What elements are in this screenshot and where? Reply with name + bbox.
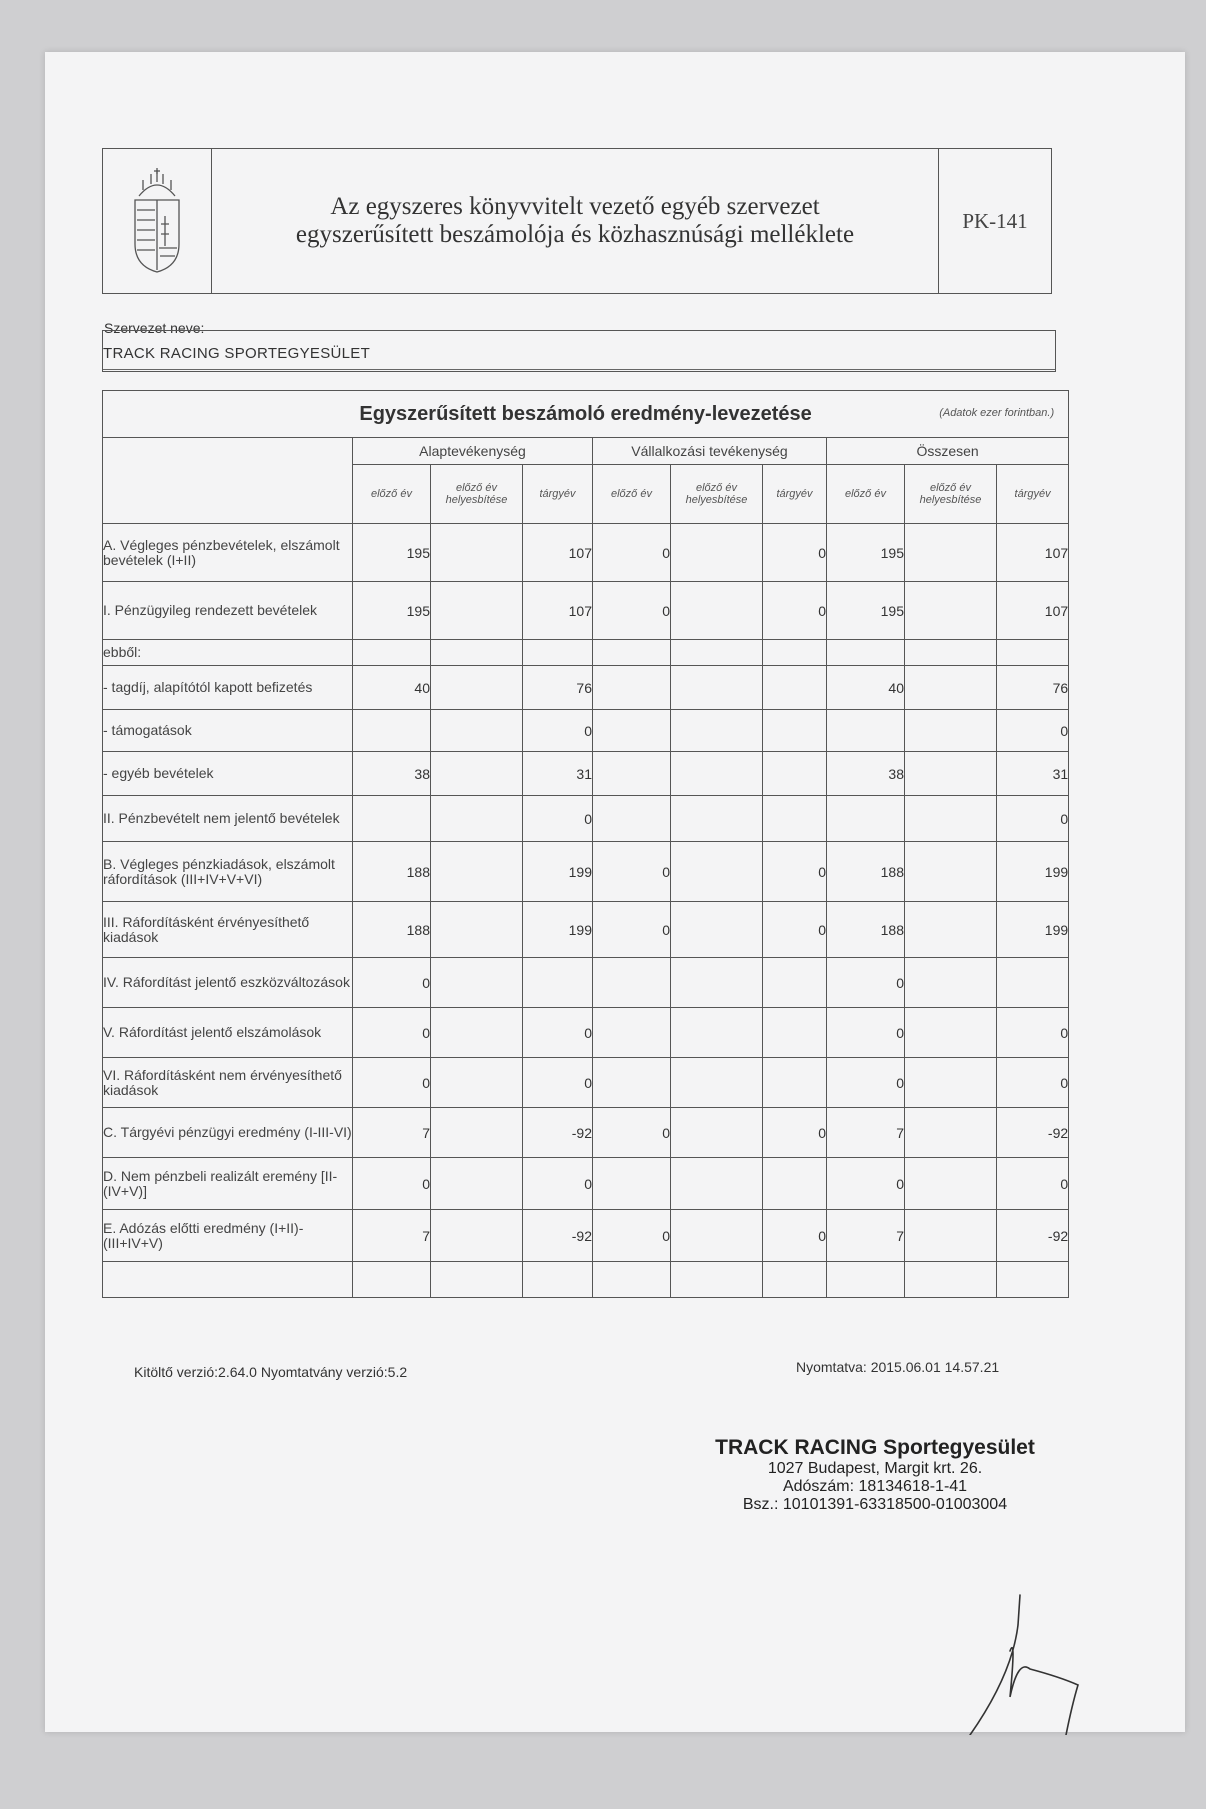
value-cell: 107 <box>997 582 1069 640</box>
value-cell: 0 <box>353 1008 431 1058</box>
form-title <box>212 149 938 293</box>
table-row <box>103 1008 1069 1058</box>
value-cell <box>671 1262 763 1298</box>
value-cell: 0 <box>353 958 431 1008</box>
value-cell <box>997 958 1069 1008</box>
value-cell <box>431 666 523 710</box>
value-cell <box>353 796 431 842</box>
table-row <box>103 1158 1069 1210</box>
value-cell <box>763 796 827 842</box>
value-cell: 188 <box>827 842 905 902</box>
value-cell <box>905 842 997 902</box>
value-cell: 0 <box>593 902 671 958</box>
value-cell: 40 <box>827 666 905 710</box>
value-cell <box>431 842 523 902</box>
column-subheader: tárgyév <box>763 465 827 524</box>
column-subheader: előző év <box>827 465 905 524</box>
value-cell: 188 <box>353 902 431 958</box>
value-cell: 107 <box>523 524 593 582</box>
column-subheader: előző év <box>353 465 431 524</box>
value-cell: 0 <box>353 1158 431 1210</box>
value-cell <box>353 1262 431 1298</box>
row-label: V. Ráfordítást jelentő elszámolások <box>103 1008 353 1058</box>
form-title-line1: Az egyszeres könyvvitelt vezető egyéb szervezet <box>330 193 820 220</box>
row-label <box>103 1262 353 1298</box>
value-cell <box>431 796 523 842</box>
value-cell: 0 <box>827 958 905 1008</box>
value-cell: 107 <box>997 524 1069 582</box>
unit-note: (Adatok ezer forintban.) <box>939 407 1055 419</box>
value-cell <box>523 1262 593 1298</box>
value-cell: 195 <box>353 524 431 582</box>
value-cell <box>593 710 671 752</box>
value-cell: 0 <box>353 1058 431 1108</box>
row-label: C. Tárgyévi pénzügyi eredmény (I-III-VI) <box>103 1108 353 1158</box>
value-cell <box>905 582 997 640</box>
value-cell <box>905 1008 997 1058</box>
value-cell <box>431 710 523 752</box>
value-cell: 107 <box>523 582 593 640</box>
value-cell: 199 <box>997 842 1069 902</box>
value-cell <box>593 752 671 796</box>
value-cell <box>905 958 997 1008</box>
value-cell: 0 <box>827 1158 905 1210</box>
value-cell: 0 <box>523 1008 593 1058</box>
form-code: PK-141 <box>938 149 1051 293</box>
table-row <box>103 710 1069 752</box>
table-row <box>103 1108 1069 1158</box>
group-header: Összesen <box>827 438 1069 465</box>
value-cell: 38 <box>353 752 431 796</box>
value-cell: 0 <box>763 1108 827 1158</box>
value-cell <box>671 1210 763 1262</box>
value-cell: 0 <box>997 1058 1069 1108</box>
value-cell: 0 <box>593 1108 671 1158</box>
value-cell <box>431 958 523 1008</box>
value-cell <box>593 1262 671 1298</box>
value-cell <box>593 1058 671 1108</box>
value-cell <box>905 524 997 582</box>
row-label: I. Pénzügyileg rendezett bevételek <box>103 582 353 640</box>
value-cell <box>431 1210 523 1262</box>
organization-name: TRACK RACING SPORTEGYESÜLET <box>103 345 371 362</box>
value-cell <box>671 710 763 752</box>
value-cell <box>905 1262 997 1298</box>
value-cell: -92 <box>523 1108 593 1158</box>
handwritten-signature-icon <box>960 1585 1090 1735</box>
value-cell <box>671 1008 763 1058</box>
column-subheader: tárgyév <box>997 465 1069 524</box>
value-cell: 0 <box>997 1008 1069 1058</box>
value-cell: -92 <box>997 1210 1069 1262</box>
value-cell <box>763 752 827 796</box>
value-cell <box>671 524 763 582</box>
organization-name-field <box>102 330 1056 372</box>
value-cell: 0 <box>763 902 827 958</box>
column-subheader: előző év helyesbítése <box>671 465 763 524</box>
table-row <box>103 666 1069 710</box>
value-cell: 195 <box>827 582 905 640</box>
column-subheader: tárgyév <box>523 465 593 524</box>
value-cell: 7 <box>353 1108 431 1158</box>
row-label: - támogatások <box>103 710 353 752</box>
value-cell <box>905 902 997 958</box>
value-cell: 0 <box>593 582 671 640</box>
value-cell: 195 <box>353 582 431 640</box>
value-cell <box>593 796 671 842</box>
value-cell <box>671 1058 763 1108</box>
value-cell <box>671 752 763 796</box>
value-cell <box>593 1008 671 1058</box>
value-cell: 0 <box>827 1058 905 1108</box>
row-label: E. Adózás előtti eredmény (I+II)-(III+IV+V) <box>103 1210 353 1262</box>
value-cell: 199 <box>997 902 1069 958</box>
value-cell <box>763 1058 827 1108</box>
table-row <box>103 1210 1069 1262</box>
print-timestamp: Nyomtatva: 2015.06.01 14.57.21 <box>796 1359 1000 1375</box>
value-cell <box>905 666 997 710</box>
table-row <box>103 796 1069 842</box>
value-cell: 40 <box>353 666 431 710</box>
row-label: III. Ráfordításként érvényesíthető kiadások <box>103 902 353 958</box>
value-cell <box>593 1158 671 1210</box>
table-row <box>103 582 1069 640</box>
table-row <box>103 842 1069 902</box>
value-cell: 0 <box>827 1008 905 1058</box>
value-cell: 195 <box>827 524 905 582</box>
value-cell <box>905 752 997 796</box>
value-cell: 0 <box>523 710 593 752</box>
table-row <box>103 1058 1069 1108</box>
value-cell <box>431 524 523 582</box>
stamp-address: 1027 Budapest, Margit krt. 26. <box>767 1460 983 1477</box>
value-cell <box>671 640 763 666</box>
row-label: VI. Ráfordításként nem érvényesíthető kiadások <box>103 1058 353 1108</box>
value-cell <box>523 958 593 1008</box>
value-cell <box>671 902 763 958</box>
value-cell <box>671 582 763 640</box>
stamp-bank-account: Bsz.: 10101391-63318500-01003004 <box>742 1496 1008 1513</box>
table-row <box>103 524 1069 582</box>
stamp-name: TRACK RACING Sportegyesület <box>715 1436 1035 1459</box>
value-cell <box>593 640 671 666</box>
row-label: - egyéb bevételek <box>103 752 353 796</box>
value-cell: 0 <box>997 1158 1069 1210</box>
table-row <box>103 752 1069 796</box>
value-cell <box>905 1108 997 1158</box>
value-cell: 0 <box>997 710 1069 752</box>
value-cell <box>431 1158 523 1210</box>
row-label: A. Végleges pénzbevételek, elszámolt bevételek (I+II) <box>103 524 353 582</box>
column-subheader: előző év helyesbítése <box>431 465 523 524</box>
value-cell: 0 <box>593 842 671 902</box>
group-header: Alaptevékenység <box>353 438 593 465</box>
value-cell: 0 <box>763 524 827 582</box>
value-cell: 199 <box>523 842 593 902</box>
form-header <box>102 148 1052 294</box>
value-cell <box>763 666 827 710</box>
row-label: IV. Ráfordítást jelentő eszközváltozások <box>103 958 353 1008</box>
value-cell: 0 <box>763 582 827 640</box>
row-label: B. Végleges pénzkiadások, elszámolt ráfordítások (III+IV+V+VI) <box>103 842 353 902</box>
value-cell: 38 <box>827 752 905 796</box>
value-cell <box>827 710 905 752</box>
value-cell <box>905 1058 997 1108</box>
organization-stamp <box>660 1436 1090 1514</box>
value-cell <box>431 1262 523 1298</box>
table-row <box>103 958 1069 1008</box>
value-cell <box>997 640 1069 666</box>
version-info: Kitöltő verzió:2.64.0 Nyomtatvány verzió:5.2 <box>134 1364 408 1380</box>
row-label-header <box>103 438 353 524</box>
report-title-cell <box>103 391 1069 438</box>
value-cell <box>763 640 827 666</box>
value-cell: 0 <box>593 1210 671 1262</box>
value-cell <box>905 1210 997 1262</box>
value-cell <box>671 796 763 842</box>
value-cell: -92 <box>523 1210 593 1262</box>
value-cell: 31 <box>523 752 593 796</box>
value-cell <box>431 1008 523 1058</box>
row-label: D. Nem pénzbeli realizált eremény [II-(IV+V)] <box>103 1158 353 1210</box>
value-cell <box>763 710 827 752</box>
value-cell <box>431 1058 523 1108</box>
value-cell: 188 <box>353 842 431 902</box>
value-cell: 76 <box>997 666 1069 710</box>
value-cell: 0 <box>593 524 671 582</box>
stamp-tax-id: Adószám: 18134618-1-41 <box>782 1478 968 1495</box>
value-cell <box>671 1158 763 1210</box>
value-cell <box>431 752 523 796</box>
value-cell <box>763 1008 827 1058</box>
value-cell <box>997 1262 1069 1298</box>
value-cell <box>671 1108 763 1158</box>
value-cell <box>431 1108 523 1158</box>
value-cell <box>353 640 431 666</box>
group-header: Vállalkozási tevékenység <box>593 438 827 465</box>
report-table <box>102 390 1069 1298</box>
value-cell <box>671 842 763 902</box>
value-cell: 7 <box>353 1210 431 1262</box>
column-subheader: előző év helyesbítése <box>905 465 997 524</box>
value-cell: 31 <box>997 752 1069 796</box>
value-cell <box>593 666 671 710</box>
table-row <box>103 902 1069 958</box>
value-cell <box>827 796 905 842</box>
value-cell <box>523 640 593 666</box>
hungarian-coat-of-arms-icon <box>129 166 185 276</box>
value-cell: 0 <box>763 842 827 902</box>
report-title: Egyszerűsített beszámoló eredmény-levezetése <box>359 402 812 425</box>
row-label: - tagdíj, alapítótól kapott befizetés <box>103 666 353 710</box>
value-cell <box>431 902 523 958</box>
field-divider <box>103 369 1055 370</box>
value-cell <box>905 710 997 752</box>
value-cell: -92 <box>997 1108 1069 1158</box>
value-cell: 188 <box>827 902 905 958</box>
value-cell <box>431 640 523 666</box>
value-cell <box>827 1262 905 1298</box>
value-cell <box>905 796 997 842</box>
row-label: II. Pénzbevételt nem jelentő bevételek <box>103 796 353 842</box>
value-cell <box>763 1262 827 1298</box>
value-cell <box>827 640 905 666</box>
table-row <box>103 640 1069 666</box>
value-cell <box>671 666 763 710</box>
value-cell: 0 <box>523 796 593 842</box>
column-subheader: előző év <box>593 465 671 524</box>
value-cell <box>431 582 523 640</box>
value-cell: 0 <box>997 796 1069 842</box>
table-row <box>103 1262 1069 1298</box>
organization-label: Szervezet neve: <box>104 320 205 336</box>
row-label: ebből: <box>103 640 353 666</box>
value-cell: 7 <box>827 1108 905 1158</box>
value-cell: 0 <box>523 1058 593 1108</box>
value-cell: 0 <box>763 1210 827 1262</box>
value-cell: 199 <box>523 902 593 958</box>
value-cell: 76 <box>523 666 593 710</box>
value-cell <box>671 958 763 1008</box>
value-cell: 0 <box>523 1158 593 1210</box>
value-cell <box>905 640 997 666</box>
value-cell <box>905 1158 997 1210</box>
value-cell: 7 <box>827 1210 905 1262</box>
value-cell <box>353 710 431 752</box>
value-cell <box>763 1158 827 1210</box>
crest-cell <box>103 149 212 293</box>
value-cell <box>763 958 827 1008</box>
value-cell <box>593 958 671 1008</box>
form-title-line2: egyszerűsített beszámolója és közhasznúsági melléklete <box>295 221 855 248</box>
